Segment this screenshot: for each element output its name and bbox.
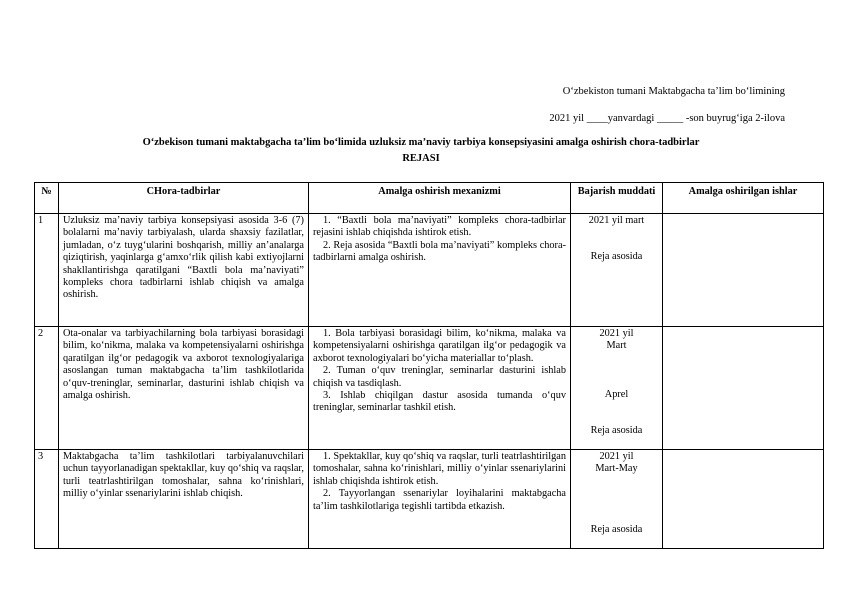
mechanism-cell [309, 327, 571, 450]
mechanism-item: 2. Tuman o‘quv treninglar, seminarlar dasturini ishlab chiqish va tasdiqlash. [313, 365, 566, 389]
table-row [35, 214, 824, 327]
deadline-text: Mart [606, 340, 627, 352]
completed-cell [663, 450, 824, 549]
column-header-number: № [35, 183, 59, 214]
measure-text: Uzluksiz ma’naviy tarbiya konsepsiyasi asosida 3-6 (7) bolalarni ma’naviy tarbiyalash, ularda shaxsiy fazilatlar, jumladan, o‘z tuyg‘ularini boshqarish, milliy an’analarga qiziqtirish, yaqinlarga g‘amxo‘rlik qilish kabi extiyojlarni shakllantirishga qaratilgani “Baxtli bola ma’naviyati” kompleks chora tadbirlarni ishlab chiqish va amalga oshirish. [59, 214, 309, 327]
measure-text: Maktabgacha ta’lim tashkilotlari tarbiyalanuvchilari uchun tayyorlanadigan spektakllar, kuy qo‘shiq va raqslar, turli teatrlashtirilgan tomoshalar, sahna ko‘rinishlari, milliy o‘yinlar ssenariylarini ishlab chiqish. [59, 450, 309, 549]
table-header-row [35, 183, 824, 214]
plan-table [34, 182, 824, 549]
table-row [35, 327, 824, 450]
row-number: 2 [35, 327, 59, 450]
annex-header-line-2: 2021 yil ____yanvardagi _____ -son buyrug‘iga 2-ilova [549, 113, 785, 124]
mechanism-item: 1. “Baxtli bola ma’naviyati” kompleks chora-tadbirlar rejasini ishlab chiqishda ishtirok etish. [313, 215, 566, 239]
document-title: O‘zbekison tumani maktabgacha ta’lim bo‘limida uzluksiz ma’naviy tarbiya konsepsiyasini amalga oshirish chora-tadbirlar [142, 137, 700, 148]
annex-header-line-1: O‘zbekiston tumani Maktabgacha ta’lim bo‘limining [562, 86, 785, 97]
mechanism-item: 2. Tayyorlangan ssenariylar loyihalarini maktabgacha ta’lim tashkilotlariga tegishli tartibda etkazish. [313, 488, 566, 512]
completed-cell [663, 327, 824, 450]
deadline-text: 2021 yil [599, 328, 634, 339]
deadline-text: 2021 yil [599, 451, 634, 462]
deadline-text: 2021 yil mart [588, 215, 645, 226]
column-header-mechanism: Amalga oshirish mexanizmi [309, 183, 571, 214]
deadline-text: Mart-May [595, 463, 638, 475]
mechanism-item: 1. Bola tarbiyasi borasidagi bilim, ko‘nikma, malaka va kompetensiyalarni oshirishga qaratilgan ilg‘or pedagogik va axborot texnologiyalari bo‘yicha materiallar to‘plash. [313, 328, 566, 364]
deadline-cell [571, 214, 663, 327]
row-number: 1 [35, 214, 59, 327]
deadline-text: Aprel [604, 388, 629, 400]
mechanism-cell [309, 214, 571, 327]
column-header-measures: CHora-tadbirlar [59, 183, 309, 214]
mechanism-item: 2. Reja asosida “Baxtli bola ma’naviyati” kompleks chora-tadbirlarni amalga oshirish. [313, 239, 566, 264]
deadline-text: Reja asosida [590, 425, 643, 437]
deadline-text: Reja asosida [590, 523, 643, 535]
mechanism-item: 3. Ishlab chiqilgan dastur asosida tumanda o‘quv treninglar, seminarlar tashkil etish. [313, 390, 566, 414]
completed-cell [663, 214, 824, 327]
column-header-completed: Amalga oshirilgan ishlar [663, 183, 824, 214]
table-row [35, 450, 824, 549]
document-subtitle: REJASI [402, 153, 440, 164]
deadline-cell [571, 450, 663, 549]
measure-text: Ota-onalar va tarbiyachilarning bola tarbiyasi borasidagi bilim, ko‘nikma, malaka va kompetensiyalarni oshirishga qaratilgan ilg‘or pedagogik va axborot texnologiyalariga asoslangan tuman maktabgacha ta’lim tashkilotlarida o‘quv-treninglar, seminarlar, dasturini ishlab chiqish va amalga oshirish. [59, 327, 309, 450]
deadline-text: Reja asosida [590, 251, 643, 263]
deadline-cell [571, 327, 663, 450]
row-number: 3 [35, 450, 59, 549]
column-header-deadline: Bajarish muddati [571, 183, 663, 214]
mechanism-item: 1. Spektakllar, kuy qo‘shiq va raqslar, turli teatrlashtirilgan tomoshalar, sahna ko‘rinishlari, milliy o‘yinlar ssenariylarini ishlab chiqishda ishtirok etish. [313, 451, 566, 487]
mechanism-cell [309, 450, 571, 549]
